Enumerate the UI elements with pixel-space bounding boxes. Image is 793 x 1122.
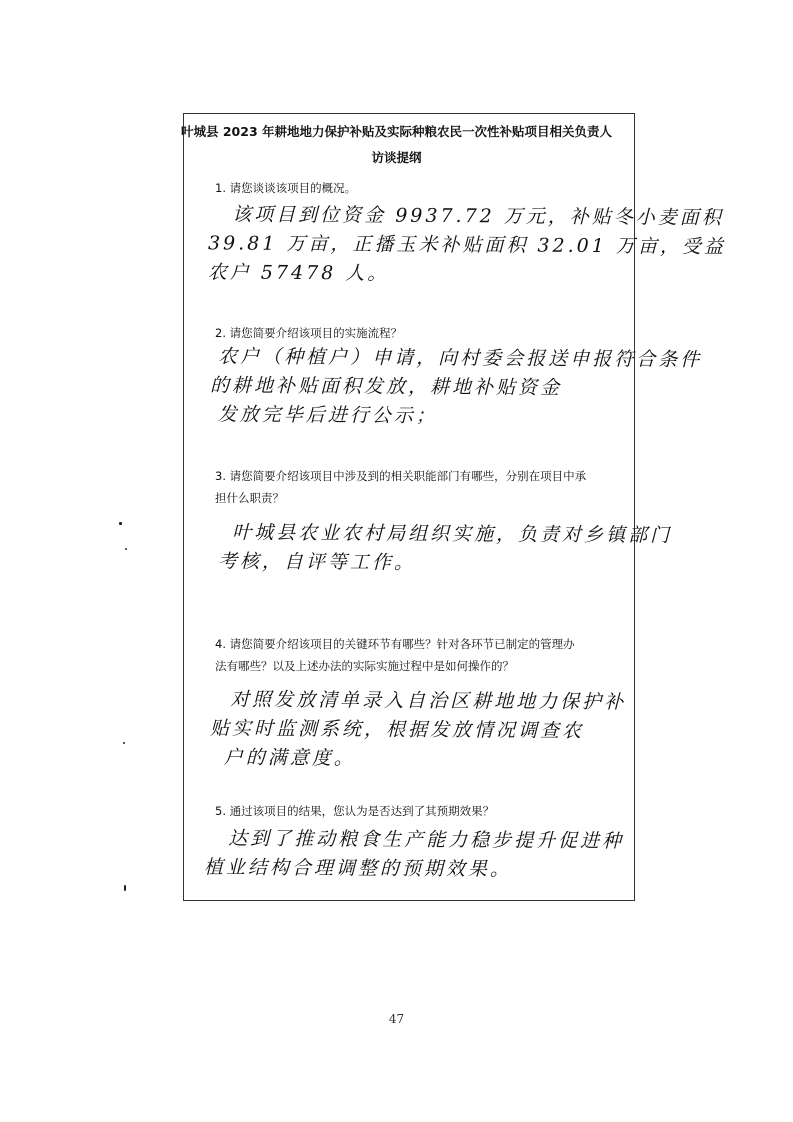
question-5-text: 5. 通过该项目的结果，您认为是否达到了其预期效果？: [215, 804, 495, 818]
answer-1-line-3: 农户 57478 人。: [207, 261, 390, 285]
answer-4-line-3: 户的满意度。: [223, 746, 356, 770]
question-4-text-2: 法有哪些？以及上述办法的实际实施过程中是如何操作的？: [215, 659, 514, 673]
document-subtitle: 访谈提纲: [371, 150, 422, 165]
answer-1-line-2: 39.81 万亩，正播玉米补贴面积 32.01 万亩，受益: [207, 232, 726, 258]
answer-3-handwritten: [217, 518, 673, 579]
answer-2-line-3: 发放完毕后进行公示；: [217, 403, 438, 428]
question-1-text: 1. 请您谈谈该项目的概况。: [215, 181, 357, 195]
answer-3-line-1: 叶城县农业农村局组织实施，负责对乡镇部门: [232, 521, 673, 547]
question-3: [215, 465, 615, 509]
answer-2-line-1: 农户（种植户）申请，向村委会报送申报符合条件: [218, 345, 703, 371]
question-2: [215, 322, 615, 344]
question-3-text-1: 3. 请您简要介绍该项目中涉及到的相关职能部门有哪些，分别在项目中承: [215, 469, 587, 483]
answer-5-handwritten: [203, 824, 658, 885]
question-3-text-2: 担什么职责？: [215, 491, 284, 505]
question-2-text: 2. 请您简要介绍该项目的实施流程？: [215, 326, 403, 340]
scan-speck: [125, 548, 127, 550]
question-5: [215, 800, 615, 822]
answer-5-line-1: 达到了推动粮食生产能力稳步提升促进种: [228, 827, 625, 853]
answer-5-line-2: 植业结构合理调整的预期效果。: [203, 856, 512, 881]
answer-4-line-1: 对照发放清单录入自治区耕地地力保护补: [230, 688, 627, 714]
answer-2-handwritten: [209, 343, 703, 433]
question-4-text-1: 4. 请您简要介绍该项目的关键环节有哪些？针对各环节已制定的管理办: [215, 637, 575, 651]
answer-1-line-1: 该项目到位资金 9937.72 万元，补贴冬小麦面积: [232, 203, 724, 229]
answer-1-handwritten: [207, 201, 726, 291]
question-4: [215, 633, 615, 677]
document-title: 叶城县 2023 年耕地地力保护补贴及实际种粮农民一次性补贴项目相关负责人: [181, 124, 612, 139]
answer-4-handwritten: [209, 686, 661, 776]
scan-speck: [119, 522, 122, 525]
page-number: 47: [388, 1012, 405, 1026]
scan-speck: [124, 885, 126, 891]
answer-3-line-2: 考核，自评等工作。: [217, 550, 416, 574]
scan-speck: [123, 742, 125, 744]
question-1: [215, 177, 615, 199]
answer-4-line-2: 贴实时监测系统，根据发放情况调查农: [209, 717, 585, 742]
answer-2-line-2: 的耕地补贴面积发放，耕地补贴资金: [209, 374, 563, 399]
